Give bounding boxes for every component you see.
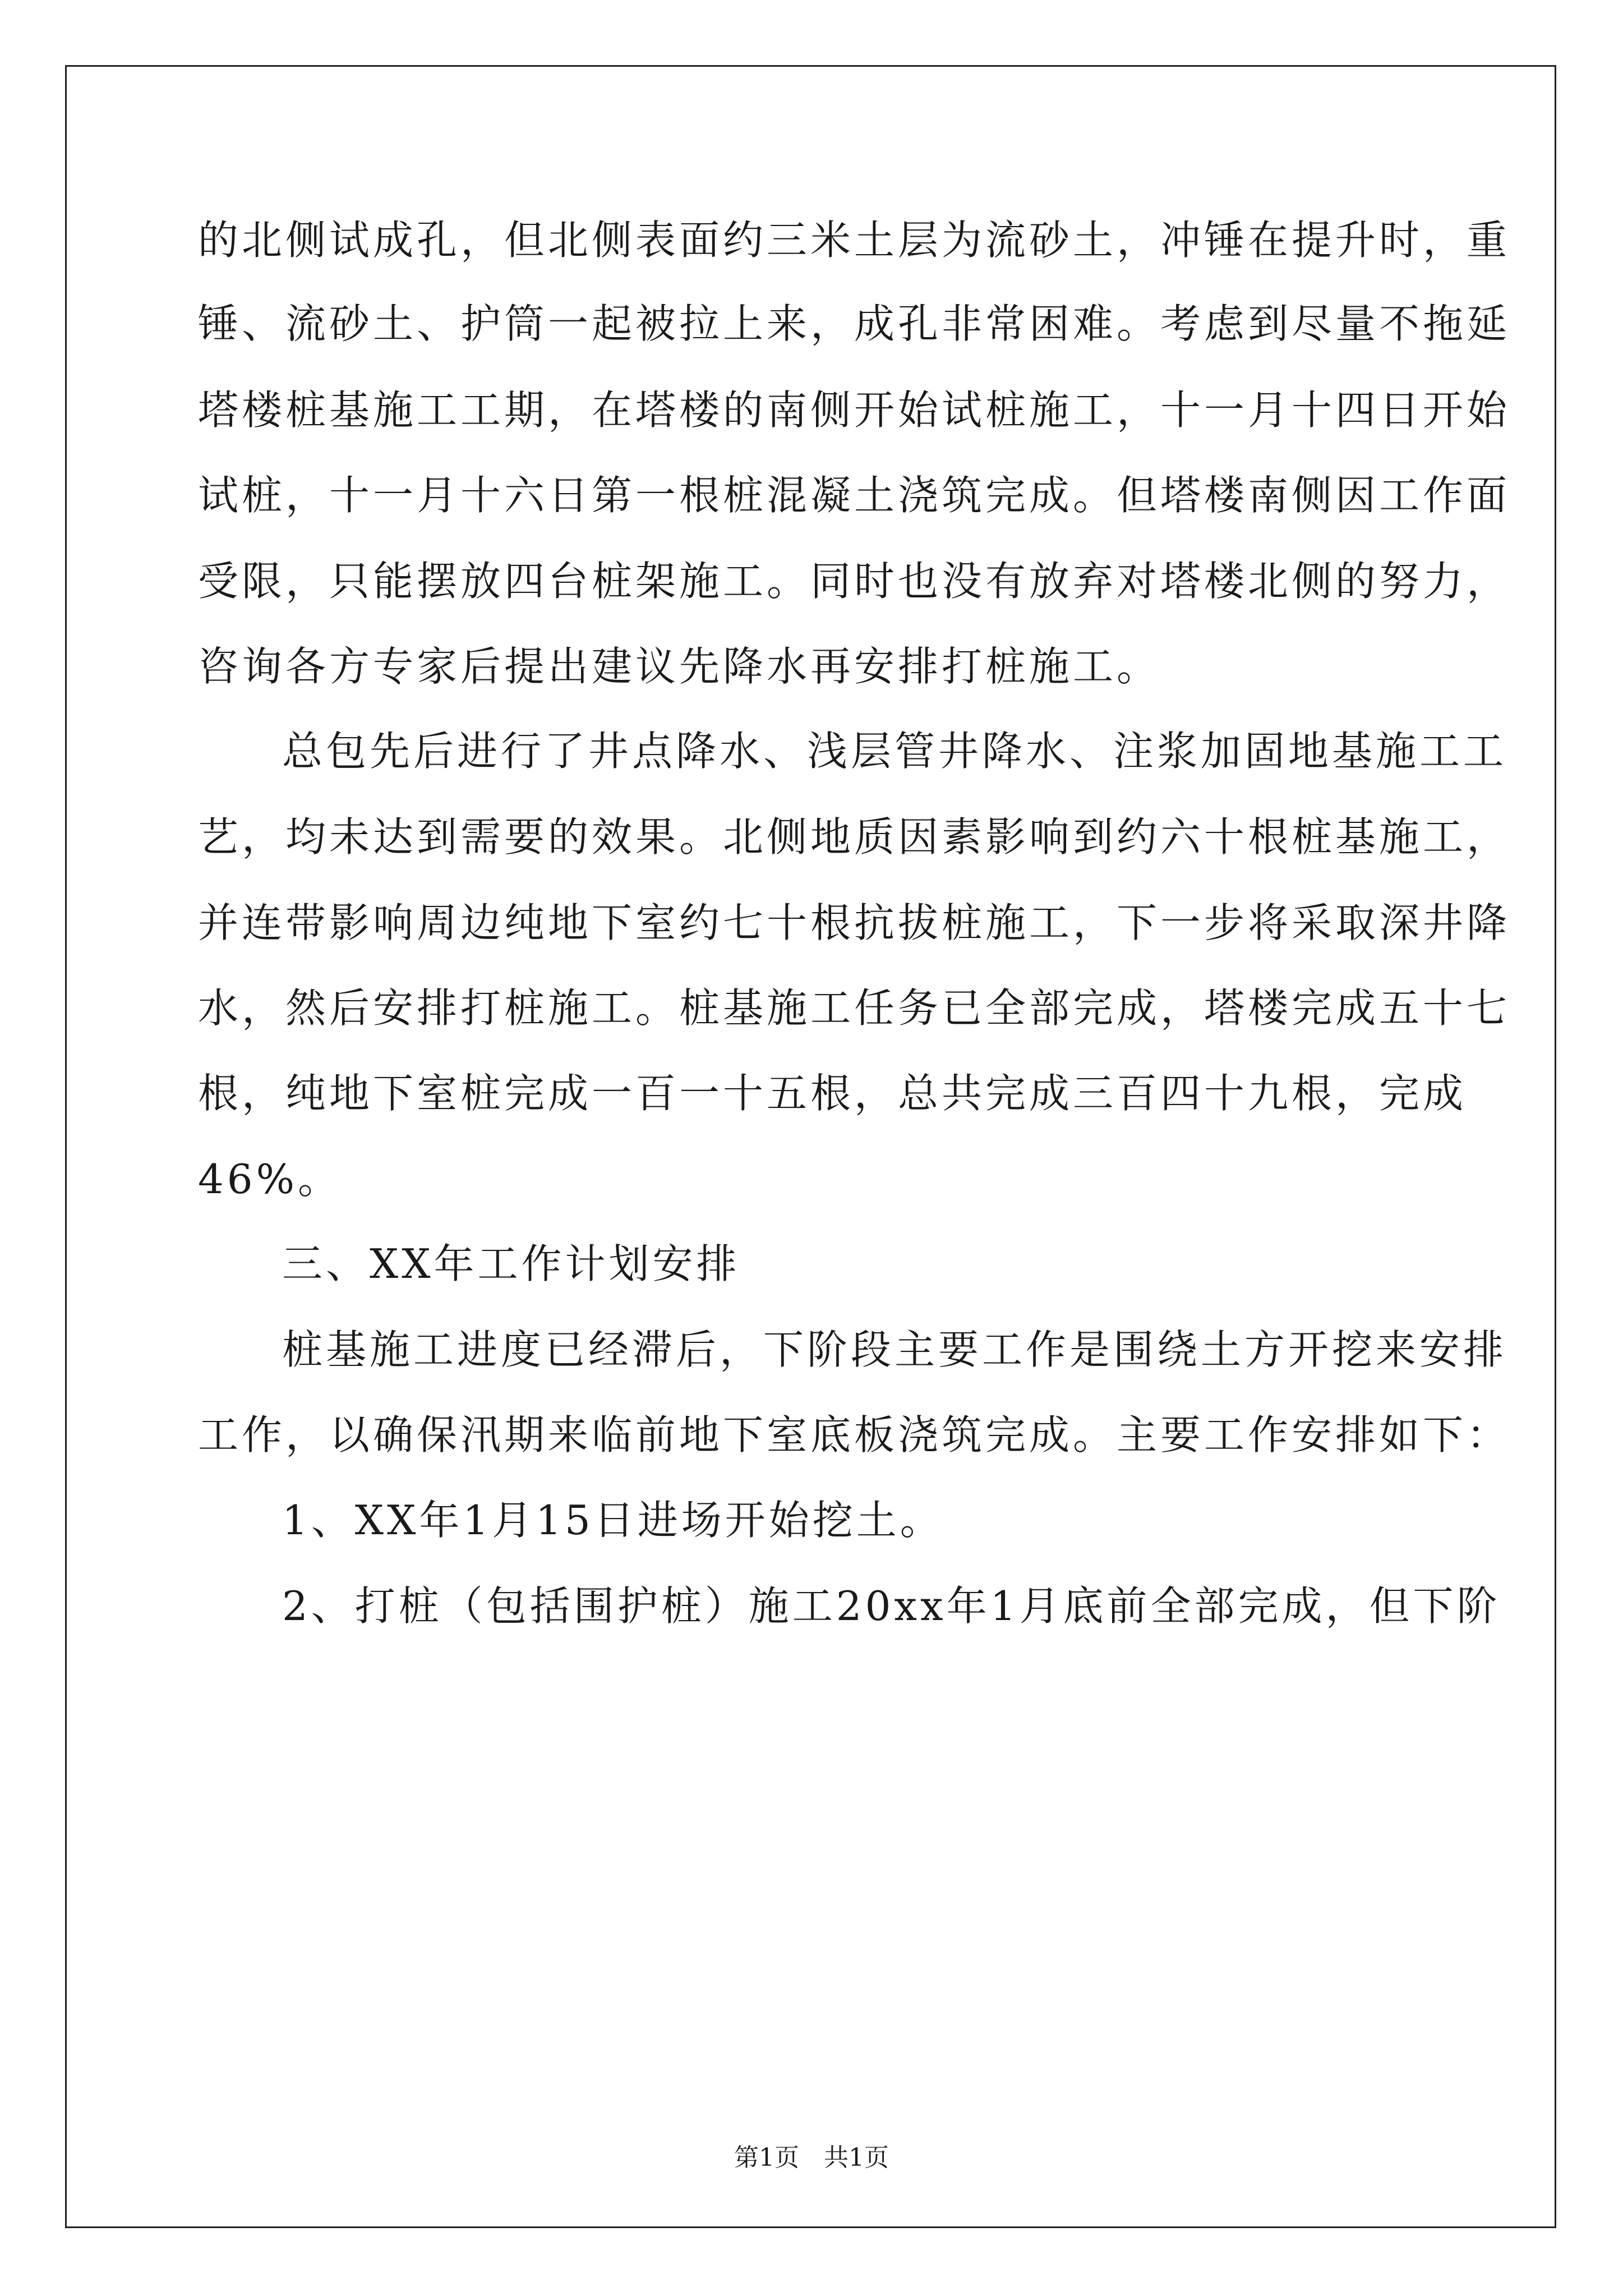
paragraph-first-line: 总包先后进行了井点降水、浅层管井降水、注浆加固地基施工工 <box>282 728 1507 775</box>
body-line: 工作，以确保汛期来临前地下室底板浇筑完成。主要工作安排如下： <box>198 1411 1511 1458</box>
body-line: 咨询各方专家后提出建议先降水再安排打桩施工。 <box>198 643 1161 690</box>
body-line: 根，纯地下室桩完成一百一十五根，总共完成三百四十九根，完成 <box>198 1070 1467 1117</box>
body-line: 受限，只能摆放四台桩架施工。同时也没有放弃对塔楼北侧的努力， <box>198 558 1511 605</box>
body-line: 试桩，十一月十六日第一根桩混凝土浇筑完成。但塔楼南侧因工作面 <box>198 472 1511 519</box>
page-number: 第1页 共1页 <box>734 2143 889 2172</box>
body-line: 艺，均未达到需要的效果。北侧地质因素影响到约六十根桩基施工， <box>198 813 1511 861</box>
body-line: 塔楼桩基施工工期，在塔楼的南侧开始试桩施工，十一月十四日开始 <box>198 386 1511 434</box>
body-line: 水，然后安排打桩施工。桩基施工任务已全部完成，塔楼完成五十七 <box>198 984 1511 1032</box>
list-item: 2、打桩（包括围护桩）施工20xx年1月底前全部完成，但下阶 <box>282 1582 1501 1630</box>
body-line: 并连带影响周边纯地下室约七十根抗拔桩施工，下一步将采取深井降 <box>198 899 1511 946</box>
section-heading: 三、XX年工作计划安排 <box>282 1240 740 1287</box>
list-item: 1、XX年1月15日进场开始挖土。 <box>282 1497 944 1544</box>
paragraph-first-line: 桩基施工进度已经滞后，下阶段主要工作是围绕土方开挖来安排 <box>282 1326 1507 1373</box>
body-line: 46%。 <box>198 1156 342 1203</box>
body-line: 的北侧试成孔，但北侧表面约三米土层为流砂土，冲锤在提升时，重 <box>198 217 1511 264</box>
body-line: 锤、流砂土、护筒一起被拉上来，成孔非常困难。考虑到尽量不拖延 <box>198 300 1511 347</box>
